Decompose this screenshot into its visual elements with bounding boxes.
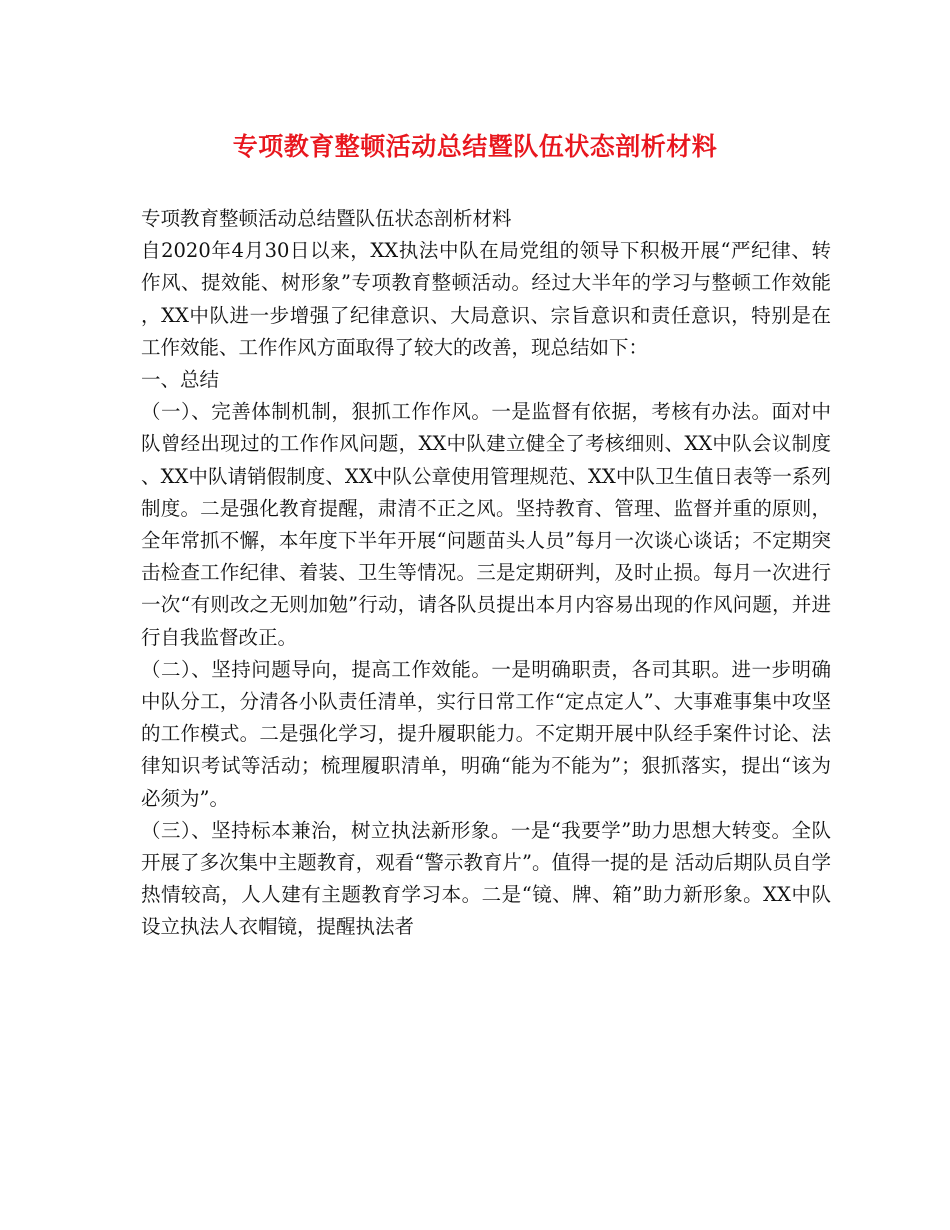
- document-body: [141, 203, 831, 944]
- document-title: 专项教育整顿活动总结暨队伍状态剖析材料: [232, 132, 718, 161]
- body-paragraph-intro: 自2020年4月30日以来，XX执法中队在局党组的领导下积极开展“严纪律、转作风、提效能、树形象”专项教育整顿活动。经过大半年的学习与整顿工作效能，XX中队进一步增强了纪律意识、大局意识、宗旨意识和责任意识，特别是在工作效能、工作作风方面取得了较大的改善，现总结如下：: [141, 239, 831, 359]
- body-paragraph-section-2: （二）、坚持问题导向，提高工作效能。一是明确职责，各司其职。进一步明确中队分工，分清各小队责任清单，实行日常工作“定点定人”、大事难事集中攻坚的工作模式。二是强化学习，提升履职能力。不定期开展中队经手案件讨论、法律知识考试等活动；梳理履职清单，明确“能为不能为”；狠抓落实，提出“该为必须为”。: [141, 657, 831, 810]
- section-heading-summary: 一、总结: [141, 368, 220, 392]
- body-paragraph-section-3: （三）、坚持标本兼治，树立执法新形象。一是“我要学”助力思想大转变。全队开展了多次集中主题教育，观看“警示教育片”。值得一提的是 活动后期队员自学热情较高，人人建有主题教育学习本。二是“镜、牌、箱”助力新形象。XX中队设立执法人衣帽镜，提醒执法者: [141, 818, 831, 939]
- body-paragraph-section-1: （一）、完善体制机制，狠抓工作作风。一是监督有依据，考核有办法。面对中队曾经出现过的工作作风问题，XX中队建立健全了考核细则、XX中队会议制度、XX中队请销假制度、XX中队公章使用管理规范、XX中队卫生值日表等一系列制度。二是强化教育提醒，肃清不正之风。坚持教育、管理、监督并重的原则，全年常抓不懈，本年度下半年开展“问题苗头人员”每月一次谈心谈话；不定期突击检查工作纪律、着装、卫生等情况。三是定期研判，及时止损。每月一次进行一次“有则改之无则加勉”行动，请各队员提出本月内容易出现的作风问题，并进行自我监督改正。: [141, 400, 831, 649]
- body-paragraph-heading-repeat: 专项教育整顿活动总结暨队伍状态剖析材料: [141, 207, 512, 230]
